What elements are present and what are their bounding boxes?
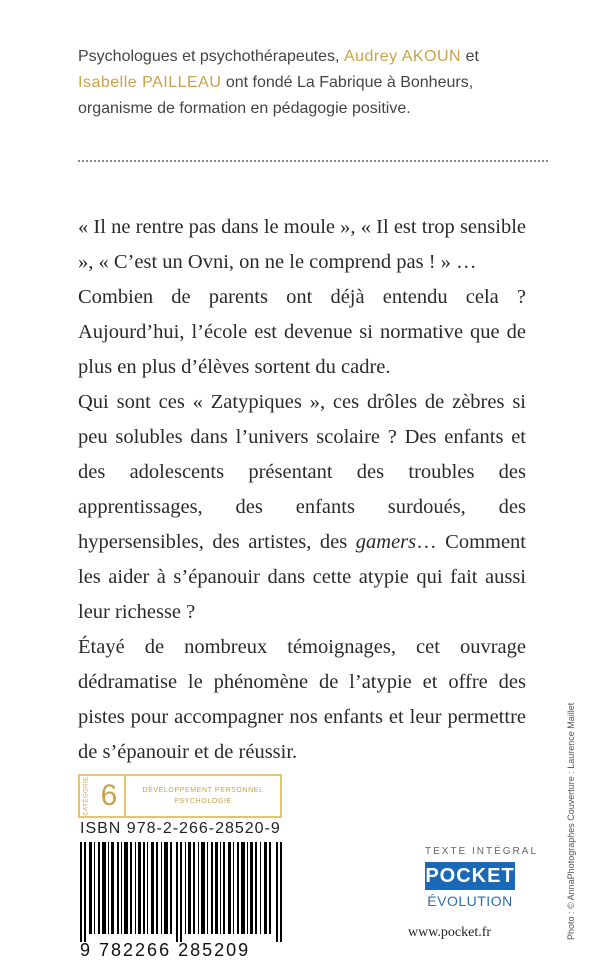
author-name: Audrey AKOUN bbox=[343, 48, 462, 65]
bio-connector: et bbox=[465, 48, 479, 65]
integral-text-label: TEXTE INTÉGRAL bbox=[425, 846, 539, 857]
dotted-divider bbox=[78, 160, 548, 162]
bio-text: organisme de formation en pédagogie positive. bbox=[78, 100, 411, 117]
blurb-paragraph: « Il ne rentre pas dans le moule », « Il est trop sensible », « C’est un Ovni, on ne le comprend pas ! » … bbox=[78, 216, 526, 273]
category-number: 6 bbox=[94, 776, 126, 816]
photo-credit: Photo : © AnnaPhotographes Couverture : Laurence Maillet bbox=[566, 702, 576, 940]
blurb-paragraph: Combien de parents ont déjà entendu cela ? Aujourd’hui, l’école est devenue si normative que de plus en plus d’élèves sortent du cadre. bbox=[78, 286, 526, 378]
bio-text: Psychologues et psychothérapeutes, bbox=[78, 48, 340, 65]
author-name: Isabelle PAILLEAU bbox=[78, 74, 222, 91]
italic-word: gamers bbox=[355, 531, 417, 553]
blurb-paragraph: Qui sont ces « Zatypiques », ces drôles de zèbres si peu solubles dans l’univers scolaire ? Des enfants et des adolescents présentant des troubles des apprentissages, des enfants surdoués, des hypersensibles, des artistes, des gamers… Comment les aider à s’épanouir dans cette atypie qui fait aussi leur richesse ? bbox=[78, 391, 527, 623]
category-box bbox=[78, 774, 282, 818]
category-line: PSYCHOLOGIE bbox=[174, 798, 232, 805]
category-line: DÉVELOPPEMENT PERSONNEL bbox=[142, 787, 264, 794]
bio-text: ont fondé La Fabrique à Bonheurs, bbox=[225, 74, 474, 91]
isbn: ISBN 978-2-266-28520-9 bbox=[80, 820, 281, 837]
collection-name: ÉVOLUTION bbox=[427, 893, 513, 909]
publisher-website: www.pocket.fr bbox=[408, 925, 492, 940]
category-label: CATÉGORIE bbox=[84, 776, 90, 816]
author-bio bbox=[78, 44, 548, 122]
back-cover-blurb bbox=[78, 210, 526, 770]
blurb-paragraph: Étayé de nombreux témoignages, cet ouvrage dédramatise le phénomène de l’atypie et offre des pistes pour accompagner nos enfants et leur permettre de s’épanouir et de réussir. bbox=[78, 636, 526, 763]
barcode-digits: 9 782266 285209 bbox=[80, 940, 251, 960]
barcode bbox=[80, 842, 282, 942]
pocket-logo: POCKET bbox=[425, 862, 515, 890]
